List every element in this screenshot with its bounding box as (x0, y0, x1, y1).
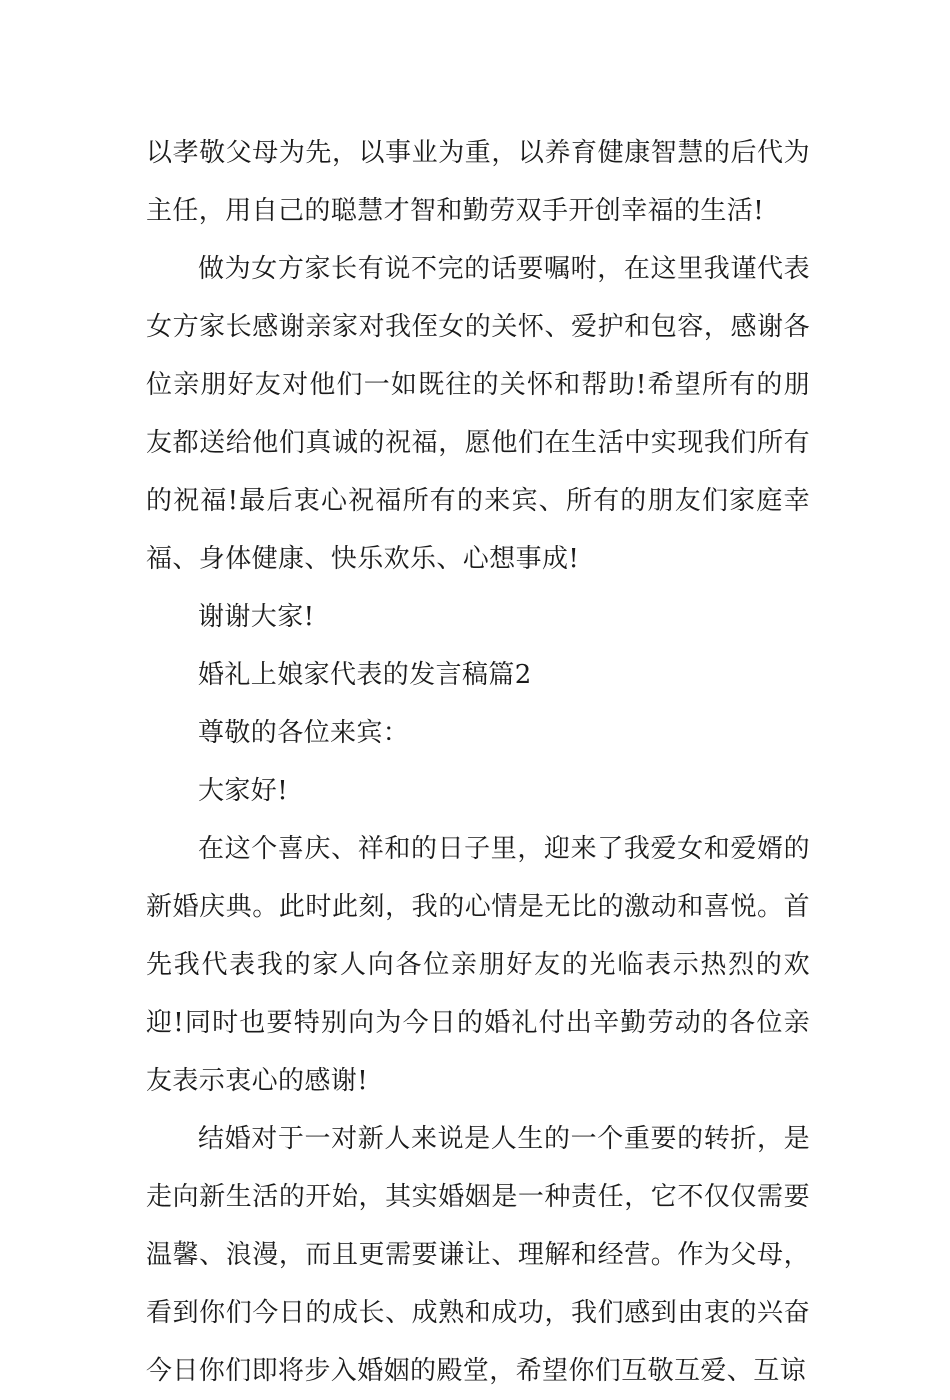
paragraph-3: 在这个喜庆、祥和的日子里，迎来了我爱女和爱婿的新婚庆典。此时此刻，我的心情是无比的激动和喜悦。首先我代表我的家人向各位亲朋好友的光临表示热烈的欢迎!同时也要特别向为今日的婚礼付出辛勤劳动的各位亲友表示衷心的感谢! (146, 834, 810, 1096)
salutation: 尊敬的各位来宾： (198, 718, 410, 748)
paragraph-1: 以孝敬父母为先，以事业为重，以养育健康智慧的后代为主任，用自己的聪慧才智和勤劳双手开创幸福的生活! (146, 138, 810, 226)
paragraph-thanks: 谢谢大家! (198, 602, 315, 632)
document-body (146, 124, 810, 1400)
paragraph-4: 结婚对于一对新人来说是人生的一个重要的转折，是走向新生活的开始，其实婚姻是一种责任，它不仅仅需要温馨、浪漫，而且更需要谦让、理解和经营。作为父母，看到你们今日的成长、成熟和成功，我们感到由衷的兴奋今日你们即将步入婚姻的殿堂，希望你们互敬互爱、互谅 (146, 1124, 810, 1386)
paragraph-2: 做为女方家长有说不完的话要嘱咐，在这里我谨代表女方家长感谢亲家对我侄女的关怀、爱护和包容，感谢各位亲朋好友对他们一如既往的关怀和帮助!希望所有的朋友都送给他们真诚的祝福，愿他们在生活中实现我们所有的祝福!最后衷心祝福所有的来宾、所有的朋友们家庭幸福、身体健康、快乐欢乐、心想事成! (146, 254, 810, 574)
greeting: 大家好! (198, 776, 289, 806)
section-heading: 婚礼上娘家代表的发言稿篇2 (198, 660, 532, 690)
